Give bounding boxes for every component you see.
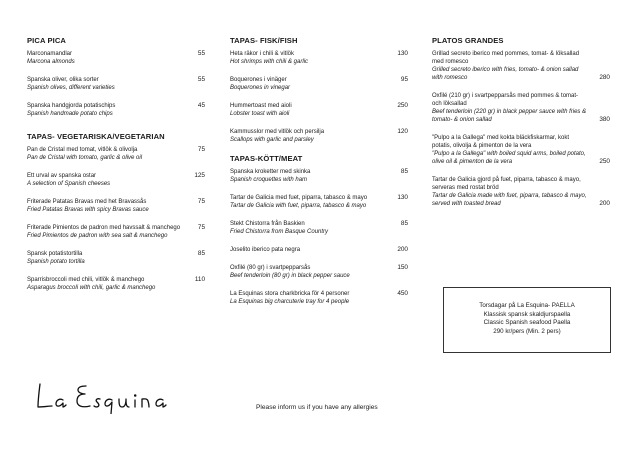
menu-item-price: 150 [397, 264, 408, 271]
menu-item-name-en: Hot shrimps with chili & garlic [230, 59, 309, 65]
menu-item-price: 125 [194, 172, 205, 179]
menu-item [27, 50, 205, 66]
column-right [432, 36, 610, 218]
menu-item-name-en: Pan de Cristal with tomato, garlic & olive oil [27, 155, 143, 161]
menu-item-name-sv: Tartar de Galicia gjord på fuet, piparra, tabasco & mayo, serveras med rostat bröd [432, 177, 581, 191]
menu-item-price: 75 [197, 198, 205, 205]
menu-item-name-sv: Ett urval av spanska ostar [27, 173, 97, 179]
menu-item-name-en: Fried Chistorra from Basque Country [230, 229, 329, 235]
menu-item-name-en: Asparagus broccoli with chili, garlic & manchego [27, 285, 156, 291]
menu-item-name-en: Beef tenderloin (220 gr) in black pepper sauce with fries & tomato- & onion sallad [432, 109, 587, 123]
column-middle [230, 36, 408, 316]
menu-item-name-sv: "Pulpo a la Gallega" med kokta bläckfiskarmar, kokt potatis, olivolja & pimenton de la vera [432, 135, 569, 149]
pica-pica-list [27, 50, 205, 118]
menu-item-name-sv: Pan de Cristal med tomat, vitlök & olivolja [27, 147, 138, 153]
menu-item-price: 85 [400, 168, 408, 175]
paella-line-title: Torsdagar på La Esquina- PAELLA [479, 302, 575, 309]
menu-item-name-sv: Spanska handgjorda potatischips [27, 103, 116, 109]
menu-item-name-sv: Marconamandlar [27, 51, 73, 57]
menu-item [27, 276, 205, 292]
section-heading-pica-pica: PICA PICA [27, 36, 67, 45]
menu-item-name-en: Spanish potato tortilla [27, 259, 85, 265]
menu-item-name-en: Scallops with garlic and parsley [230, 137, 314, 143]
menu-item [230, 246, 408, 254]
paella-line-sv: Klassisk spansk skaldjurspaella [483, 310, 571, 318]
menu-item-name-en: La Esquinas big charcuterie tray for 4 people [230, 299, 350, 305]
menu-item [230, 220, 408, 236]
fish-list [230, 50, 408, 144]
platos-grandes-list [432, 50, 610, 208]
menu-item-price: 200 [397, 246, 408, 253]
allergy-note: Please inform us if you have any allergies [256, 404, 378, 411]
menu-item [432, 92, 610, 124]
menu-item-name-sv: Heta räkor i chili & vitlök [230, 51, 295, 57]
vegetarian-list [27, 146, 205, 292]
menu-item-price: 250 [599, 158, 610, 165]
menu-item-name-sv: Friterade Pimientos de padron med havssalt & manchego [27, 225, 181, 231]
menu-item-name-sv: Spansk potatistortilla [27, 251, 83, 257]
menu-item-price: 45 [197, 102, 205, 109]
menu-item-name-sv: Kammusslor med vitlök och persilja [230, 129, 325, 135]
menu-item-name-sv: Oxfilé (210 gr) i svartpepparsås med pommes & tomat- och löksallad [432, 93, 579, 107]
section-heading-meat: TAPAS-KÖTT/MEAT [230, 154, 303, 163]
paella-line-en: Classic Spanish seafood Paella [483, 319, 571, 327]
menu-item-price: 75 [197, 224, 205, 231]
paella-promo-box [443, 287, 611, 353]
menu-item [230, 102, 408, 118]
menu-item-name-sv: La Esquinas stora charkbricka för 4 personer [230, 291, 350, 297]
column-left [27, 36, 205, 302]
menu-item-name-en: Spanish handmade potato chips [27, 111, 113, 117]
menu-item-price: 55 [197, 50, 205, 57]
menu-item-price: 85 [197, 250, 205, 257]
menu-item-name-en: Spanish croquettes with ham [230, 177, 308, 183]
section-heading-vegetarian: TAPAS- VEGETARISKA/VEGETARIAN [27, 132, 165, 141]
menu-item-price: 75 [197, 146, 205, 153]
menu-item-price: 450 [397, 290, 408, 297]
menu-item-price: 250 [397, 102, 408, 109]
menu-item-name-en: Spanish olives, different varieties [27, 85, 115, 91]
menu-item [432, 50, 610, 82]
menu-item-price: 55 [197, 76, 205, 83]
menu-item-name-sv: Spanska oliver, olika sorter [27, 77, 99, 83]
menu-item-name-en: Tartar de Galicia with fuet, piparra, tabasco & mayo [230, 203, 367, 209]
menu-item [432, 134, 610, 166]
menu-item-name-en: "Pulpo a la Gallega" with boiled squid arms, boiled potato, olive oil & pimenton de la vera [432, 151, 586, 165]
menu-item-name-en: Lobster toast with aioli [230, 111, 290, 117]
menu-item-name-sv: Grillad secreto iberico med pommes, tomat- & löksallad med romesco [432, 51, 580, 65]
menu-item [27, 250, 205, 266]
menu-item [230, 264, 408, 280]
menu-item-name-en: Tartar de Galicia made with fuet, piparra, tabasco & mayo, served with toasted bread [432, 193, 587, 207]
menu-item-name-sv: Tartar de Galicia med fuet, piparra, tabasco & mayo [230, 195, 368, 201]
la-esquina-logo [34, 380, 194, 414]
menu-item-name-en: Marcona almonds [27, 59, 75, 65]
menu-item-price: 120 [397, 128, 408, 135]
menu-item [27, 224, 205, 240]
menu-item [27, 172, 205, 188]
menu-item [432, 176, 610, 208]
menu-item-name-en: Fried Patatas Bravas with spicy Bravas sauce [27, 207, 149, 213]
menu-item-name-sv: Oxfilé (80 gr) i svartpepparsås [230, 265, 311, 271]
menu-item-price: 110 [194, 276, 205, 283]
menu-item-name-sv: Friterade Patatas Bravas med het Bravassås [27, 199, 147, 205]
menu-item-name-en: A selection of Spanish cheeses [27, 181, 111, 187]
menu-item-price: 280 [599, 74, 610, 81]
menu-item-price: 380 [599, 116, 610, 123]
menu-item [27, 102, 205, 118]
section-heading-fish: TAPAS- FISK/FISH [230, 36, 298, 45]
menu-item [27, 198, 205, 214]
menu-item-price: 130 [397, 194, 408, 201]
menu-item-name-sv: Spanska kroketter med skinka [230, 169, 311, 175]
menu-item [230, 50, 408, 66]
menu-item [230, 76, 408, 92]
menu-item-name-sv: Stekt Chistorra från Baskien [230, 221, 305, 227]
menu-item-price: 130 [397, 50, 408, 57]
meat-list [230, 168, 408, 306]
menu-item [230, 168, 408, 184]
menu-item-name-en: Fried Pimientos de padron with sea salt & manchego [27, 233, 168, 239]
menu-item-name-en: Beef tenderloin (80 gr) in black pepper sauce [230, 273, 350, 279]
menu-item [27, 146, 205, 162]
menu-item [27, 76, 205, 92]
menu-item-name-sv: Joselito iberico pata negra [230, 247, 301, 253]
menu-item-name-sv: Hummertoast med aioli [230, 103, 292, 109]
menu-item-price: 200 [599, 200, 610, 207]
menu-item [230, 194, 408, 210]
menu-item-name-sv: Sparrisbroccoli med chili, vitlök & manchego [27, 277, 145, 283]
section-heading-platos-grandes: PLATOS GRANDES [432, 36, 504, 45]
menu-item-price: 85 [400, 220, 408, 227]
menu-item-name-sv: Boquerones i vinäger [230, 77, 287, 83]
menu-item [230, 128, 408, 144]
menu-item-name-en: Grilled secreto iberico with fries, tomato- & onion sallad with romesco [432, 67, 579, 81]
menu-item [230, 290, 408, 306]
menu-item-price: 95 [400, 76, 408, 83]
menu-item-name-en: Boquerones in vinegar [230, 85, 291, 91]
paella-line-price: 290 kr/pers (Min. 2 pers) [493, 327, 561, 335]
